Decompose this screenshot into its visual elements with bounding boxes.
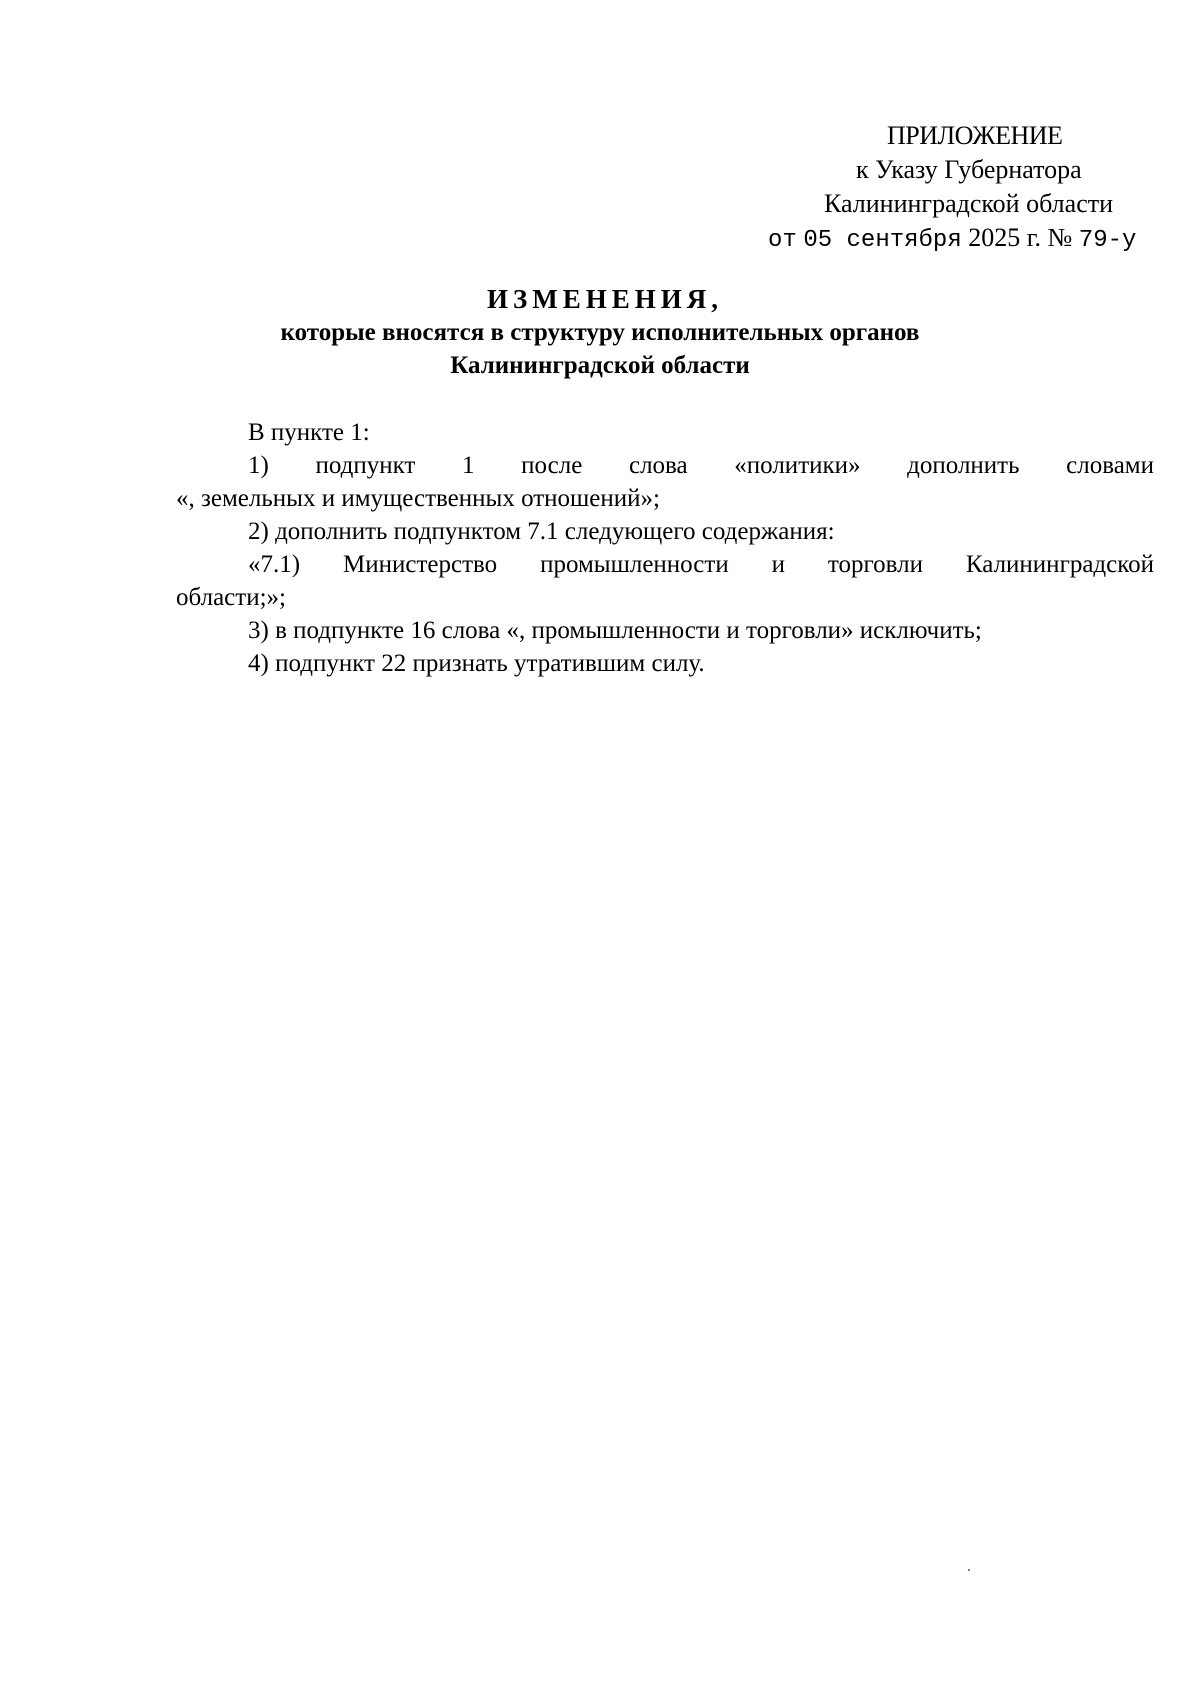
annex-date-number <box>768 222 1136 257</box>
annex-decree-reference: к Указу Губернатора <box>856 155 1082 184</box>
body-intro: В пункте 1: <box>248 419 370 446</box>
document-title: ИЗМЕНЕНИЯ, <box>486 284 723 314</box>
body-item2: 2) дополнить подпунктом 7.1 следующего содержания: <box>248 518 835 545</box>
document-subtitle-line1: которые вносятся в структуру исполнительных органов <box>280 319 920 346</box>
document-heading <box>0 282 1200 382</box>
body-quote-line2: области;»; <box>176 584 286 611</box>
body-item4: 4) подпункт 22 признать утратившим силу. <box>248 650 705 677</box>
body-item1-line2: «, земельных и имущественных отношений»; <box>176 485 660 512</box>
annex-year: 2025 г. № <box>968 223 1073 252</box>
scan-speck <box>968 1569 970 1571</box>
annex-title: ПРИЛОЖЕНИЕ <box>887 121 1063 150</box>
annex-date: 05 сентября <box>803 227 962 254</box>
annex-number: 79-у <box>1078 227 1137 254</box>
annex-region: Калининградской области <box>824 189 1114 218</box>
body-quote-line1: «7.1) Министерство промышленности и торговли Калининградской <box>248 551 1154 578</box>
annex-date-prefix: от <box>768 227 797 254</box>
annex-block <box>600 120 1200 260</box>
body-item3: 3) в подпункте 16 слова «, промышленности и торговли» исключить; <box>248 617 982 644</box>
document-subtitle-line2: Калининградской области <box>450 352 750 379</box>
document-body <box>176 416 1154 680</box>
body-item1-line1: 1) подпункт 1 после слова «политики» дополнить словами <box>248 452 1154 479</box>
